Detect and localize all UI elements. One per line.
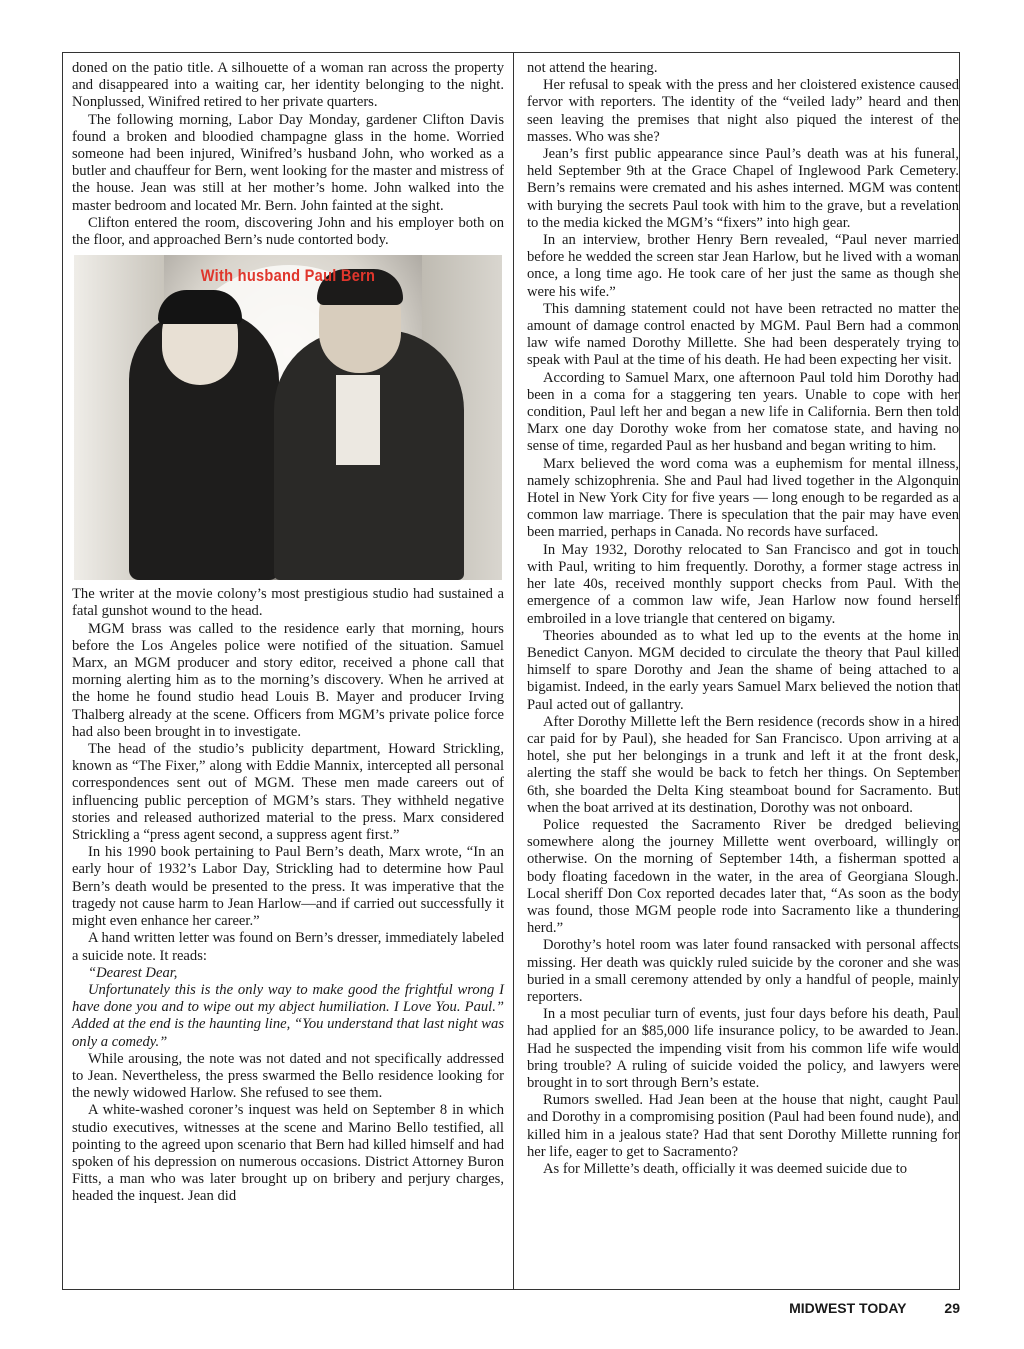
left-bottom-paragraphs: [72, 586, 504, 1205]
right-paragraphs: [527, 60, 959, 1178]
paragraph: While arousing, the note was not dated and not specifically addressed to Jean. Nevertheless, the press swarmed the Bello residence looking for the newly widowed Harlow. She refused to see them.: [72, 1050, 504, 1102]
photo-man-shirt: [336, 375, 380, 465]
right-column: [527, 60, 959, 1178]
paragraph: not attend the hearing.: [527, 60, 658, 76]
page-number: 29: [944, 1300, 960, 1316]
paragraph: As for Millette’s death, officially it was deemed suicide due to: [543, 1161, 908, 1177]
paragraph: “Dearest Dear,: [88, 964, 178, 981]
photo-caption: With husband Paul Bern: [200, 266, 376, 286]
column-divider: [513, 52, 514, 1290]
paragraph: The following morning, Labor Day Monday, gardener Clifton Davis found a broken and bloodied champagne glass in the home. Worried someone had been injured, Winifred’s husband John, who worked as a butler and chauffeur for Bern, went looking for the master and mistress of the house. Jean was still at her mother’s home. John walked into the master bedroom and located Mr. Bern. John fainted at the sight.: [72, 111, 504, 214]
paragraph: In May 1932, Dorothy relocated to San Francisco and got in touch with Paul, writing to him frequently. Dorothy, a former stage actress in her late 40s, received monthly support checks from Paul. With the emergence of a common law wife, Jean Harlow now found herself embroiled in a love triangle that centered on bigamy.: [527, 541, 959, 627]
paragraph: The head of the studio’s publicity department, Howard Strickling, known as “The Fixer,” along with Eddie Mannix, intercepted all personal correspondences sent out of MGM. These men made careers out of influencing public perception of MGM’s stars. They withheld negative stories and released authorized material to the press. Marx considered Strickling a “press agent second, a suppress agent first.”: [72, 741, 504, 844]
paragraph: Rumors swelled. Had Jean been at the house that night, caught Paul and Dorothy in a compromising position (Paul had been found nude), and killed him in a jealous state? Had that sent Dorothy Millette running for her life, eager to get to Sacramento?: [527, 1092, 959, 1160]
paragraph: doned on the patio title. A silhouette of a woman ran across the property and disappeared into a waiting car, her identity belonging to the night. Nonplussed, Winifred retired to her private quarters.: [72, 60, 504, 111]
paragraph: According to Samuel Marx, one afternoon Paul told him Dorothy had been in a coma for a staggering ten years. Unable to cope with her condition, Paul left her and began a new life in California. Bern then told Marx one day Dorothy woke from her comatose state, and having no sense of time, regarded Paul as her husband and began writing to him.: [527, 369, 959, 455]
paragraph: Jean’s first public appearance since Paul’s death was at his funeral, held September 9th at the Grace Chapel of Inglewood Park Cemetery. Bern’s remains were cremated and his ashes interned. MGM was content with burying the secrets Paul took with him to the grave, but a revelation to the media kicked the MGM’s “fixers” into high gear.: [527, 146, 959, 231]
paragraph: In a most peculiar turn of events, just four days before his death, Paul had applied for an $85,000 life insurance policy, to be awarded to Jean. Had he suspected the impending visit from his common life wife would bring trouble? A ruling of suicide voided the policy, and lawyers were brought in to sort through Bern’s estate.: [527, 1006, 959, 1091]
paragraph: Police requested the Sacramento River be dredged believing somewhere along the journey Millette went overboard, willingly or otherwise. On the morning of September 14th, a fisherman spotted a body floating facedown in the water, in the area of Georgiana Slough. Local sheriff Don Cox reported decades later that, “As soon as the body was found, those MGM people rode into Sacramento like a thundering herd.”: [527, 816, 959, 937]
page-footer: [789, 1300, 960, 1316]
photo-woman-hat: [158, 290, 242, 324]
paragraph: In an interview, brother Henry Bern revealed, “Paul never married before he wedded the screen star Jean Harlow, but he lived with a woman once, a long time ago. He took care of her just the same as though she were his wife.”: [527, 232, 959, 300]
paragraph: Dorothy’s hotel room was later found ransacked with personal affects missing. Her death was quickly ruled suicide by the coroner and she was buried in a small ceremony attended by only a handful of people, mainly reporters.: [527, 937, 959, 1005]
left-column: [72, 60, 504, 1206]
paragraph: Clifton entered the room, discovering John and his employer both on the floor, and approached Bern’s nude contorted body.: [72, 214, 504, 249]
publication-name: MIDWEST TODAY: [789, 1300, 907, 1316]
paragraph: The writer at the movie colony’s most prestigious studio had sustained a fatal gunshot wound to the head.: [72, 586, 504, 620]
paragraph: This damning statement could not have been retracted no matter the amount of damage control enacted by MGM. Paul Bern had a common law wife named Dorothy Millette. She had been desperately trying to speak with Paul at the time of his death. He had been expecting her visit.: [527, 300, 959, 369]
paragraph: In his 1990 book pertaining to Paul Bern’s death, Marx wrote, “In an early hour of 1932’s Labor Day, Strickling had to determine how Paul Bern’s death would be presented to the press. It was imperative that the tragedy not cause harm to Jean Harlow—and if carried out successfully it might even enhance her career.”: [72, 844, 504, 930]
paragraph: Unfortunately this is the only way to make good the frightful wrong I have done you and to wipe out my abject humiliation. I Love You. Paul.” Added at the end is the haunting line, “You understand that last night was only a comedy.”: [72, 981, 504, 1050]
paragraph: Her refusal to speak with the press and her cloistered existence caused fervor with reporters. The identity of the “veiled lady” heard and then seen leaving the premises that night also piqued the interest of the masses. Who was she?: [527, 77, 959, 145]
paragraph: A white-washed coroner’s inquest was held on September 8 in which studio executives, witnesses at the scene and Marino Bello testified, all pointing to the agreed upon scenario that Bern had killed himself and had spoken of his depression on numerous occasions. District Attorney Buron Fitts, a man who was later brought up on bribery and perjury charges, headed the inquest. Jean did: [72, 1102, 504, 1205]
paragraph: MGM brass was called to the residence early that morning, hours before the Los Angeles police were notified of the situation. Samuel Marx, an MGM producer and story editor, received a phone call that morning alerting him as to the morning’s discovery. When he arrived at the home he found studio head Louis B. Mayer and producer Irving Thalberg already at the scene. Officers from MGM’s private police force had also been brought in to investigate.: [72, 620, 504, 740]
paragraph: Marx believed the word coma was a euphemism for mental illness, namely schizophrenia. She and Paul had lived together in the Algonquin Hotel in New York City for five years — long enough to be regarded as a common law marriage. There is speculation that the pair may have even been married, perhaps in Canada. No records have surfaced.: [527, 455, 959, 541]
paragraph: Theories abounded as to what led up to the events at the home in Benedict Canyon. MGM decided to circulate the theory that Paul killed himself to spare Dorothy and Jean the shame of being attached to a bigamist. Indeed, in the early years Samuel Marx believed the notion that Paul acted out of gallantry.: [527, 627, 959, 713]
paragraph: A hand written letter was found on Bern’s dresser, immediately labeled a suicide note. It reads:: [72, 930, 504, 964]
left-top-paragraphs: [72, 60, 504, 249]
paragraph: After Dorothy Millette left the Bern residence (records show in a hired car paid for by Paul), she headed for San Francisco. Upon arriving at a hotel, she put her belongings in a trunk and left it at the front desk, alerting the staff she would be back to fetch her things. On September 6th, she boarded the Delta King steamboat bound for Sacramento. But when the boat arrived at its destination, Dorothy was not onboard.: [527, 713, 959, 816]
photo-jean-harlow-paul-bern: [74, 255, 502, 580]
